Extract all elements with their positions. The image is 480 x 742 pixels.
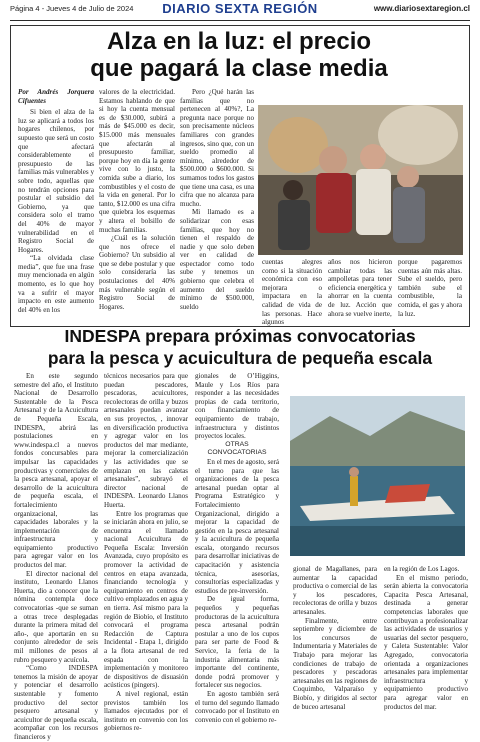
article1-column-6 xyxy=(398,258,462,318)
article2-column-3 xyxy=(195,372,279,724)
article2-paragraph: gionales de O’Higgins, Maule y Los Ríos para responder a las necesidades propias de cada territorio, con financiamiento de equipamiento de trabajo, infraestructura y distintos proyectos locales. xyxy=(195,372,279,441)
website-link[interactable]: www.diariosextaregion.cl xyxy=(373,4,470,13)
article2-paragraph: gional de Magallanes, para aumentar la capacidad productiva o comercial de las y los pescadores, recolectoras de orilla y buzos artesanales. xyxy=(293,565,377,616)
section-heading: OTRAS CONVOCATORIAS xyxy=(207,440,267,457)
article2-paragraph: A nivel regional, están previstos también los llamados ejecutados por el instituto en convenio con los gobiernos re- xyxy=(104,689,188,733)
article1-paragraph: porque pagaremos cuentas aún más altas. Sube el sueldo, pero también sube el combustible, la comida, el gas y ahora la luz. xyxy=(398,258,462,318)
article2-paragraph: en la región de Los Lagos. xyxy=(384,565,460,573)
article2-paragraph: Finalmente, entre septiembre y diciembre de los concursos de Indumentaria y Materiales de Trabajo para mejorar las condiciones de trabajo de pescadores y pescadoras artesanales en las regiones de Coquimbo, Valparaíso y Biobío, y dirigidos al sector de buceo artesanal xyxy=(293,616,377,711)
article2-column-5 xyxy=(384,565,468,711)
article1-byline: Por Andrés Jorquera Cifuentes xyxy=(18,88,94,105)
article1-column-3 xyxy=(180,88,254,311)
article1-paragraph: valores de la electricidad. Estamos hablando de que si hoy la cuenta mensual es de $30.000, subirá a más de $45.000 es decir, $15.000 más mensuales que afectarán al presupuesto familiar, porque hoy en día la gente vive con lo justo, la comida sube a diario, los combustibles y el costo de la vida en general. Por lo tanto, $12.000 es una cifra que quiebra los esquemas y altera el bolsillo de muchas familias. xyxy=(99,88,175,234)
article2-column-2 xyxy=(104,372,188,733)
article1-column-2 xyxy=(99,88,175,311)
article2-paragraph: En el mismo periodo, serán abierta la convocatoria Capacita Pesca Artesanal, destinada a generar competencias laborales que contribuyan a profesionalizar las actividades de usuarios y usuarias del sector pesquero, y Caleta Sustentable: Valor Agregado, convocatoria orientada a organizaciones artesanales para implementar infraestructura y equipamiento productivo para agregar valor en productos del mar. xyxy=(384,573,468,711)
article2-paragraph: Entre los programas que se iniciarán ahora en julio, se encuentra el llamado nacional Acuicultura de Pequeña Escala: Inversión Avanzada, cuyo propósito es promover la actividad de centros en etapa avanzada, financiando tecnología y equipamiento en centros de cultivo emplazados en agua y en tierra. Así mismo para la región de Biobío, el Instituto convocará el programa Redacción de Captura Incidental - Etapa 1, dirigido a la flota artesanal de red espada con la implementación y monitoreo de dispositivos de disuasión acústicos (pingers). xyxy=(104,509,188,690)
article1-photo xyxy=(258,105,463,255)
article2-paragraph: El director nacional del instituto, Leonardo Llanos Huerta, dio a conocer que la nómina contempla doce convocatorias -que se suman a otras trece desplegadas durante la primera mitad del año-, que aportarán en su conjunto alrededor de seis mil millones de pesos al rubro pesquero y acuícola. xyxy=(14,569,98,664)
article2-paragraph: De igual forma, pequeños y pequeñas productoras de la acuicultura pesca artesanal podrán postular a uno de los cupos para ser parte de Food & Service, la feria de la industria alimentaria más importante del continente, donde podrá promover y fortalecer sus negocios. xyxy=(195,595,279,690)
article2-title-line1: INDESPA prepara próximas convocatorias xyxy=(64,326,416,346)
article2-column-4 xyxy=(293,565,377,711)
article1-paragraph: Pero ¿Qué harán las familias que no pertenecen al 40%?, La pregunta nace porque no son precisamente núcleos familiares con grandes ingresos, sino que, con un sueldo promedio al mínimo, alrededor de $500.000 o $600.000. Si sumamos todos los gastos que tiene una casa, es una cifra que no alcanza para mucho. xyxy=(180,88,254,208)
article1-paragraph: “La olvidada clase media”, que fue una frase muy mencionada en algún momento, es lo que hoy va a sufrir el mayor impacto en este aumento del 40% en los xyxy=(18,254,94,314)
article2-paragraph: En agosto también será el turno del segundo llamado convocado por el Instituto en convenio con el gobierno re- xyxy=(195,689,279,724)
article1-title-line1: Alza en la luz: el precio xyxy=(106,28,372,55)
article1-column-5 xyxy=(328,258,392,318)
article1-title-line2: que pagará la clase media xyxy=(90,55,388,82)
header-rule xyxy=(10,20,470,21)
article1-paragraph: ¿Cuál es la solución que nos ofrece el Gobierno? Un subsidio al que se debe postular y que solo consideraría las postulaciones del 40% más vulnerable según el Registro Social de Hogares. xyxy=(99,234,175,311)
article2-column-1 xyxy=(14,372,98,742)
page-header xyxy=(0,0,480,22)
article2-paragraph: “Como INDESPA tenemos la misión de apoyar y potenciar el desarrollo sustentable y fomento productivo del sector pesquero artesanal y acuicultor de pequeña escala, acompañar con los recursos financieros y xyxy=(14,664,98,741)
article2-paragraph: En este segundo semestre del año, el Instituto Nacional de Desarrollo Sustentable de la Pesca Artesanal y de la Acuicultura de Pequeña Escala, INDESPA, abrirá las postulaciones en www.indespa.cl a nuevos fondos concursables para impulsar las capacidades productivas y comerciales de la pesca artesanal, apoyar el desarrollo de la acuicultura de pequeña escala, el fortalecimiento organizacional, las capacidades laborales y la implementación de infraestructura y equipamiento productivo para agregar valor en los productos del mar. xyxy=(14,372,98,570)
article1-paragraph: Mi llamado es a solidarizar con esas familias, que hoy no tienen el respaldo de nadie y que solo deben ver en calidad de espectador como todo sube y tenemos un gobierno que celebra el aumento del sueldo mínimo de $500.000, sueldo xyxy=(180,208,254,311)
article2-paragraph: técnicos necesarios para que puedan pescadores, pescadoras, acuicultores, recolectoras de orilla y buzos artesanales puedan avanzar en sus proyectos, , innovar en diversificación productiva y agregar valor en los productos del mar mediante, mejorar la comercialización y las actividades que se emplazan en las caletas artesanales”, subrayó el director nacional de INDESPA. Leonardo Llanos Huerta. xyxy=(104,372,188,509)
article1-paragraph: años nos hicieron cambiar todas las ampolletas para tener eficiencia energética y ahorrar en la cuenta de luz. Acción que ahora se vuelve inerte, xyxy=(328,258,392,318)
article2-photo xyxy=(290,396,465,556)
article1-column-1 xyxy=(18,88,94,314)
article2-title xyxy=(10,325,470,369)
newspaper-name: DIARIO SEXTA REGIÓN xyxy=(162,1,318,16)
article2-title-line2: para la pesca y acuicultura de pequeña escala xyxy=(47,348,433,368)
article1-column-4 xyxy=(262,258,322,327)
article1-paragraph: Si bien el alza de la luz se aplicará a todos los hogares chilenos, por supuesto que será un costo que afectará considerablemente el presupuesto de las familias más vulnerables y sobre todo, aquellas que no tendrán opciones para postular el subsidio del Gobierno, ya que considera solo el tramo del 40% de mayor vulnerabilidad en el Registro Social de Hogares. xyxy=(18,108,94,254)
article2-paragraph: En el mes de agosto, será el turno para que las organizaciones de la pesca artesanal puedan optar al Programa Estratégico y Fortalecimiento Organizacional, dirigido a mejorar la capacidad de gestión en la pesca artesanal y la acuicultura de pequeña escala, otorgando recursos para desarrollar iniciativas de capacitación y asistencia técnica, asesorías, consultorías especializadas y estudios de pre-inversión. xyxy=(195,457,279,595)
page-date: Página 4 - Jueves 4 de Julio de 2024 xyxy=(10,4,134,13)
article1-paragraph: cuentas alegres como si la situación económica con eso mejorara o impactara en la calidad de vida de las personas. Hace algunos xyxy=(262,258,322,327)
article1-title xyxy=(14,28,464,82)
